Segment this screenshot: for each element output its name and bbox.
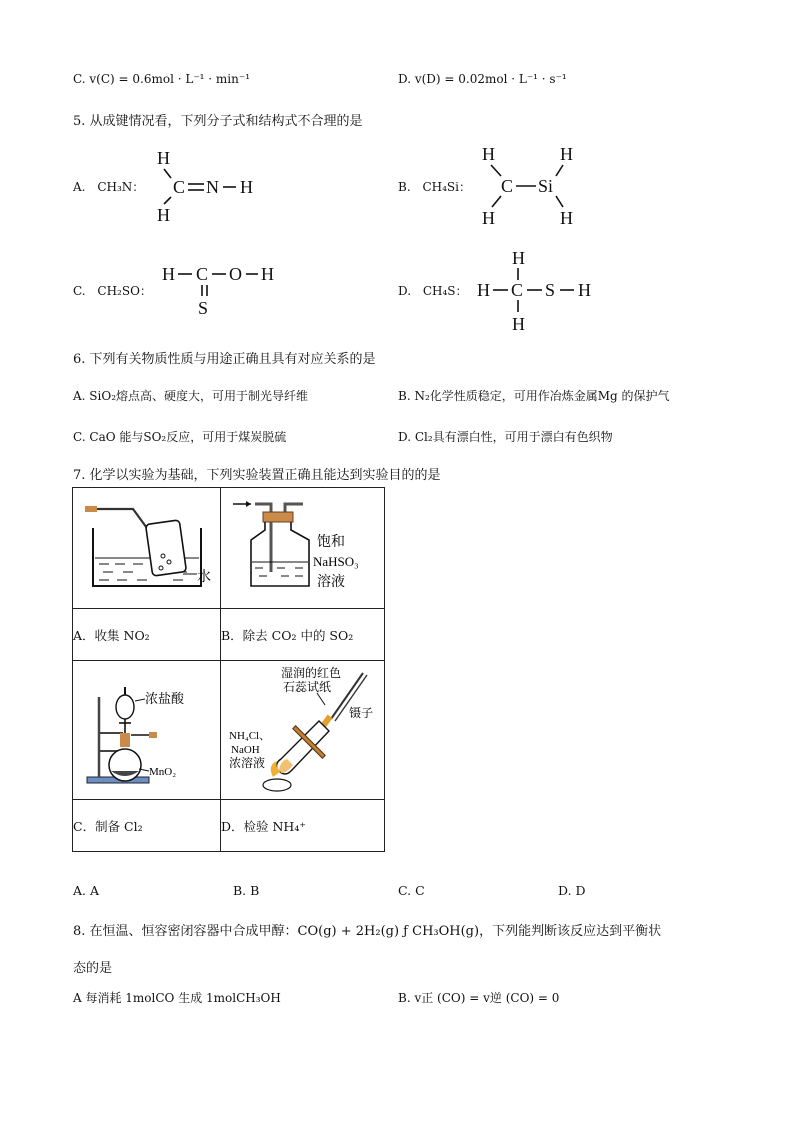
q5-b-formula: CH₄Si： <box>422 180 471 194</box>
q8-option-b: B. v正 (CO) = v逆 (CO) = 0 <box>398 991 560 1005</box>
apparatus-d-cell <box>221 661 385 800</box>
atom-si: Si <box>538 176 554 196</box>
atom-h: H <box>477 280 490 300</box>
q5-a-letter: A. <box>73 180 86 194</box>
atom-h: H <box>157 148 170 168</box>
q5-a-structure <box>150 140 270 230</box>
caption-d: D．检验 NH₄⁺ <box>221 800 385 852</box>
liquid-hatch <box>255 568 303 576</box>
q7-answer-c: C. C <box>398 883 425 898</box>
flask-stopper <box>120 733 130 747</box>
q5-stem: 5. 从成键情况看，下列分子式和结构式不合理的是 <box>73 114 363 129</box>
label-litmus-2: 石蕊试纸 <box>283 680 332 694</box>
q6-option-d: D. Cl₂具有漂白性，可用于漂白有色织物 <box>398 430 613 444</box>
label-conc-solution: 浓溶液 <box>229 756 266 770</box>
atom-h: H <box>512 248 525 268</box>
arrow-head <box>246 501 251 507</box>
q7-stem: 7. 化学以实验为基础，下列实验装置正确且能达到实验目的的是 <box>73 468 441 483</box>
bond <box>164 197 171 204</box>
apparatus-c-figure <box>73 661 220 795</box>
atom-h: H <box>560 144 573 164</box>
bond <box>492 196 501 207</box>
q7-answer-d: D. D <box>558 883 586 898</box>
label-naoh: NaOH <box>231 744 260 756</box>
atom-n: N <box>206 177 219 197</box>
atom-h: H <box>482 144 495 164</box>
q7-apparatus-table <box>72 487 385 852</box>
atom-h: H <box>560 208 573 228</box>
alcohol-lamp <box>263 779 291 791</box>
gas-collecting-cylinder <box>146 520 187 576</box>
label-tweezers: 镊子 <box>349 706 374 720</box>
q5-option-a-letter <box>73 178 144 195</box>
label-litmus-1: 湿润的红色 <box>281 666 342 680</box>
atom-h: H <box>512 314 525 334</box>
label-saturated: 饱和 <box>317 535 345 550</box>
q5-d-letter: D. <box>398 284 412 298</box>
atom-h: H <box>261 264 274 284</box>
q5-d-structure <box>474 244 604 336</box>
caption-a: A．收集 NO₂ <box>73 609 221 661</box>
stopper <box>263 512 293 522</box>
q5-option-b-letter <box>398 178 471 195</box>
bond <box>164 169 171 178</box>
atom-s: S <box>545 280 556 300</box>
q6-option-b: B. N₂化学性质稳定，可用作冶炼金属Mg 的保护气 <box>398 389 670 403</box>
apparatus-a-cell <box>73 488 221 609</box>
q7-answer-b: B. B <box>233 883 260 898</box>
q7-answer-a: A. A <box>73 883 100 898</box>
separatory-funnel <box>116 695 134 719</box>
bond <box>491 165 501 176</box>
atom-c: C <box>511 280 524 300</box>
apparatus-b-figure <box>221 488 384 604</box>
label-pointer <box>135 699 145 701</box>
caption-c: C．制备 Cl₂ <box>73 800 221 852</box>
atom-h: H <box>162 264 175 284</box>
label-solution: 溶液 <box>317 575 345 590</box>
q5-option-d-letter <box>398 282 468 299</box>
q5-c-structure <box>158 258 288 322</box>
label-water: 水 <box>197 570 211 585</box>
q4-option-d: D. v(D) = 0.02mol · L⁻¹ · s⁻¹ <box>398 72 567 86</box>
q8-stem-line1: 8. 在恒温、恒容密闭容器中合成甲醇：CO(g) + 2H₂(g) ƒ CH₃OH(g)，下列能判断该反应达到平衡状 <box>73 924 662 939</box>
label-pointer <box>317 693 325 705</box>
q5-option-c-letter <box>73 282 152 299</box>
q6-option-c: C. CaO 能与SO₂反应，可用于煤炭脱硫 <box>73 430 287 444</box>
atom-c: C <box>196 264 209 284</box>
atom-h: H <box>157 205 170 225</box>
q8-stem-line2: 态的是 <box>73 961 113 976</box>
atom-h: H <box>482 208 495 228</box>
q8-option-a: A 每消耗 1molCO 生成 1molCH₃OH <box>73 991 281 1005</box>
q5-c-letter: C. <box>73 284 86 298</box>
round-bottom-flask <box>109 749 141 781</box>
label-conc-hcl: 浓盐酸 <box>145 691 185 706</box>
apparatus-a-figure <box>73 488 220 604</box>
rubber-tube <box>85 506 97 512</box>
label-mno2: MnO₂ <box>149 766 177 778</box>
atom-h: H <box>240 177 253 197</box>
q5-b-structure <box>476 140 596 232</box>
q6-stem: 6. 下列有关物质性质与用途正确且具有对应关系的是 <box>73 352 376 367</box>
q5-c-formula: CH₂SO： <box>97 284 152 298</box>
q6-option-a: A. SiO₂熔点高、硬度大，可用于制光导纤维 <box>73 389 309 403</box>
atom-c: C <box>173 177 186 197</box>
atom-s: S <box>198 298 209 318</box>
q5-d-formula: CH₄S： <box>422 284 468 298</box>
q4-option-c: C. v(C) = 0.6mol · L⁻¹ · min⁻¹ <box>73 72 251 86</box>
atom-c: C <box>501 176 514 196</box>
bond <box>556 165 563 176</box>
apparatus-c-cell <box>73 661 221 800</box>
label-nh4cl: NH₄Cl、 <box>229 730 271 742</box>
caption-b: B．除去 CO₂ 中的 SO₂ <box>221 609 385 661</box>
rubber-tube <box>149 732 157 738</box>
apparatus-b-cell <box>221 488 385 609</box>
q5-a-formula: CH₃N： <box>97 180 145 194</box>
apparatus-d-figure <box>221 661 384 795</box>
label-nahso3: NaHSO₃ <box>313 554 359 569</box>
bond <box>556 196 563 207</box>
atom-o: O <box>229 264 242 284</box>
atom-h: H <box>578 280 591 300</box>
q5-b-letter: B. <box>398 180 411 194</box>
